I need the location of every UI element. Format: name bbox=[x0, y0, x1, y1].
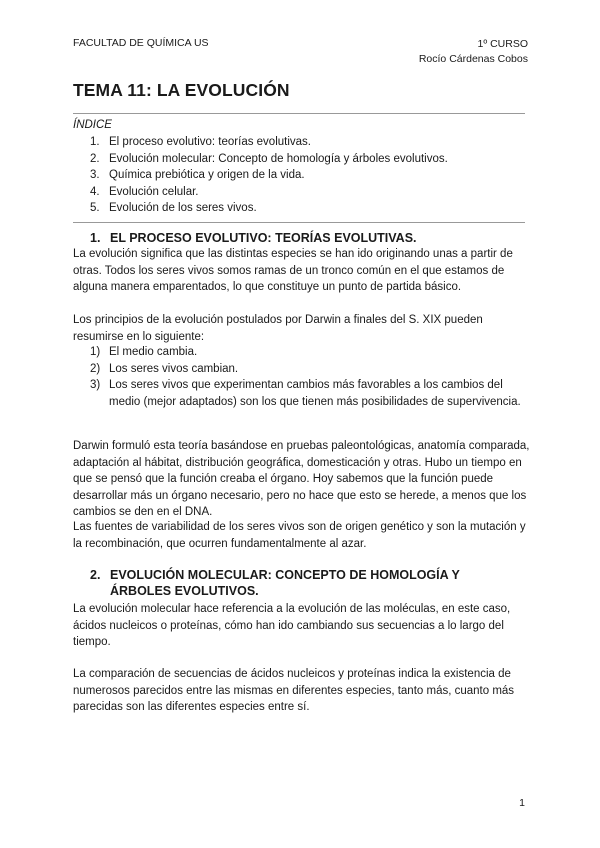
index-label: ÍNDICE bbox=[73, 119, 112, 131]
section2-paragraph-2: La comparación de secuencias de ácidos nucleicos y proteínas indica la existencia de numerosos parecidos entre las mismas en diferentes especies, tanto más, cuanto más parecidas son las diferentes especies entre sí. bbox=[73, 668, 515, 713]
section2-paragraph-1: La evolución molecular hace referencia a la evolución de las moléculas, en este caso, ácidos nucleicos o proteínas, cómo han ido cambiando sus secuencias a lo largo del tiempo. bbox=[73, 603, 511, 648]
index-item: 2. Evolución molecular: Concepto de homología y árboles evolutivos. bbox=[90, 152, 448, 165]
header-course: 1º CURSO bbox=[477, 38, 528, 50]
principle-item: 2) Los seres vivos cambian. bbox=[90, 362, 239, 375]
page-number: 1 bbox=[519, 797, 525, 809]
index-list bbox=[90, 134, 448, 217]
header-faculty: FACULTAD DE QUÍMICA US bbox=[73, 37, 209, 49]
divider-index bbox=[73, 222, 525, 223]
principle-item: 1) El medio cambia. bbox=[90, 346, 198, 358]
divider-top bbox=[73, 113, 525, 114]
index-item: 3. Química prebiótica y origen de la vida. bbox=[90, 169, 305, 181]
header-course-author bbox=[419, 37, 528, 67]
header-author: Rocío Cárdenas Cobos bbox=[418, 53, 528, 65]
principles-list bbox=[90, 344, 530, 410]
index-item: 4. Evolución celular. bbox=[90, 185, 199, 198]
index-item: 5. Evolución de los seres vivos. bbox=[90, 202, 257, 214]
section1-paragraph-2: Los principios de la evolución postulados por Darwin a finales del S. XIX pueden resumirse en lo siguiente: bbox=[73, 314, 483, 343]
page-title: TEMA 11: LA EVOLUCIÓN bbox=[73, 80, 290, 100]
section2-heading: 2. EVOLUCIÓN MOLECULAR: CONCEPTO DE HOMOLOGÍA Y ÁRBOLES EVOLUTIVOS. bbox=[90, 568, 460, 598]
principle-item: 3) Los seres vivos que experimentan cambios más favorables a los cambios del medio (mejor adaptados) son los que tienen más posibilidades de supervivencia. bbox=[90, 379, 521, 408]
section1-paragraph-3: Darwin formuló esta teoría basándose en pruebas paleontológicas, anatomía comparada, adaptación al hábitat, distribución geográfica, domesticación y otras. Hubo un tiempo en que se pensó que la función creaba el órgano. Hoy sabemos que la función puede desarrollar más un órgano necesario, pero no hace que esto se herede, a menos que los cambios se den en el DNA. bbox=[73, 440, 530, 518]
section1-paragraph-1: La evolución significa que las distintas especies se han ido originando unas a partir de otras. Todos los seres vivos somos ramas de un tronco común en el que estamos de alguna manera emparentados, lo que constituye un punto de partida básico. bbox=[73, 248, 513, 293]
section1-paragraph-4: Las fuentes de variabilidad de los seres vivos son de origen genético y son la mutación y la recombinación, que ocurren fundamentalmente al azar. bbox=[73, 521, 526, 550]
section1-heading: 1. EL PROCESO EVOLUTIVO: TEORÍAS EVOLUTIVAS. bbox=[90, 231, 417, 245]
index-item: 1. El proceso evolutivo: teorías evolutivas. bbox=[90, 136, 311, 148]
